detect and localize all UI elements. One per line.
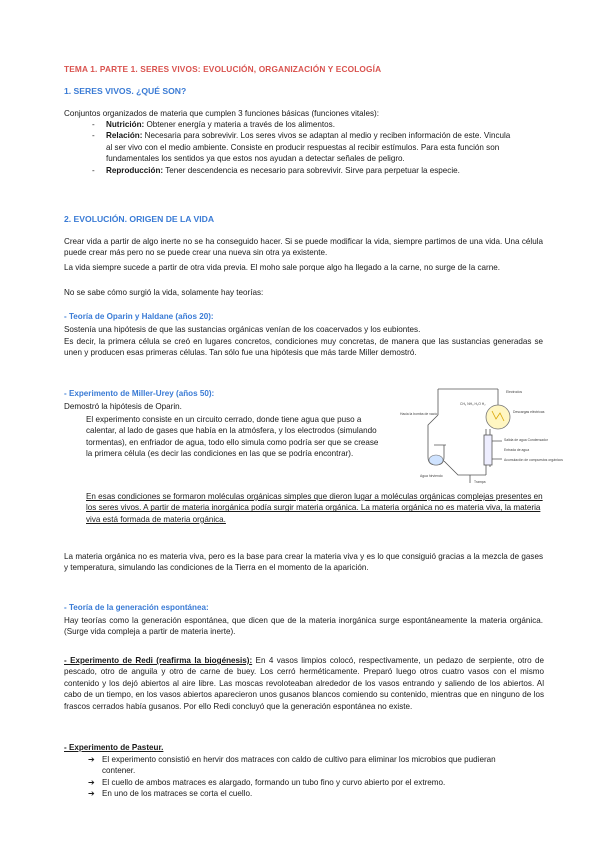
list-item: - Nutrición: Obtener energía y materia a través de los alimentos. <box>92 120 335 129</box>
label-entrada-agua: Entrada de agua <box>504 448 530 452</box>
arrow-right-icon: ➔ <box>88 755 95 764</box>
miller-title: - Experimento de Miller-Urey (años 50): <box>64 389 215 398</box>
list-item: ➔ En uno de los matraces se corta el cuello. <box>88 789 253 799</box>
section-1-heading: 1. SERES VIVOS. ¿QUÉ SON? <box>64 86 187 96</box>
list-item: - Reproducción: Tener descendencia es necesario para sobrevivir. Sirve para perpetuar la especie. <box>92 165 460 175</box>
arrow-right-icon: ➔ <box>88 789 95 799</box>
miller-line-1: Demostró la hipótesis de Oparin. <box>64 402 182 411</box>
miller-paragraph: El experimento consiste en un circuito cerrado, donde tiene agua que puso a calentar, al lado de gases que había en la atmósfera, y los electrodos (simulando tormentas), en enfriador de agua, todo ello simula como podría ser que se crease la primera célula (es decir las condiciones en las que se podría encontrar). <box>86 415 379 459</box>
miller-urey-diagram <box>398 385 563 485</box>
label-trampa: Trampa <box>474 480 486 484</box>
pasteur-list <box>88 754 528 800</box>
miller-after-paragraph: La materia orgánica no es materia viva, pero es la base para crear la materia viva y es lo que consiguió gracias a la mezcla de gases y temperatura, simulando las condiciones de la Tierra en el momento de la aparición. <box>64 552 543 573</box>
oparin-title: - Teoría de Oparin y Haldane (años 20): <box>64 312 214 321</box>
label-chispas: Descargas eléctricas <box>513 410 545 414</box>
section-2-paragraph-1: Crear vida a partir de algo inerte no se ha conseguido hacer. Si se puede modificar la vida, siempre partimos de una vida. Una célula puede crear más pero no se puede crear una nueva sin otra ya existente. <box>64 237 543 258</box>
label-salida-agua: Salida de agua Condensador <box>504 438 548 442</box>
espontanea-title: - Teoría de la generación espontánea: <box>64 603 209 612</box>
miller-urey-apparatus-svg <box>398 385 563 485</box>
espontanea-text: Hay teorías como la generación espontánea, que dicen que de la materia inorgánica surge espontáneamente la materia orgánica. (Surge vida compleja a partir de materia inerte). <box>64 616 543 637</box>
miller-conclusion-underlined: En esas condiciones se formaron moléculas orgánicas simples que dieron lugar a moléculas orgánicas complejas presentes en los seres vivos. A partir de materia inorgánica podía surgir materia orgánica. La materia orgánica no es materia viva, la materia viva está formada de materia orgánica. <box>86 492 543 524</box>
section-2-heading: 2. EVOLUCIÓN. ORIGEN DE LA VIDA <box>64 214 215 224</box>
list-item: ➔ El cuello de ambos matraces es alargado, formando un tubo fino y curvo abierto por el extremo. <box>88 777 446 787</box>
document-title: TEMA 1. PARTE 1. SERES VIVOS: EVOLUCIÓN, ORGANIZACIÓN Y ECOLOGÍA <box>64 64 382 74</box>
vital-functions-list <box>92 119 518 176</box>
pasteur-title: - Experimento de Pasteur. <box>64 743 164 752</box>
label-acumulacion: Acumulación de compuestos orgánicos <box>504 458 563 462</box>
label-agua-hirviendo: Agua hirviendo <box>420 474 443 478</box>
section-2-paragraph-2: La vida siempre sucede a partir de otra vida previa. El moho sale porque algo ha llegado a la carne, no surge de la carne. <box>64 263 500 272</box>
list-item: - Relación: Necesaria para sobrevivir. Los seres vivos se adaptan al medio y reciben información de este. Vincula al ser vivo con el medio ambiente. Consiste en producir respuestas al recibir estímulos. Para esta función son fundamentales los sentidos ya que estos nos ayudan a detectar señales de peligro. <box>92 131 511 164</box>
redi-paragraph: - Experimento de Redi (reafirma la biogénesis): En 4 vasos limpios colocó, respectivamente, un pedazo de serpiente, otro de pescado, otro de anguila y otro de carne de buey. Los cerró herméticamente. Preparó luego otros cuatro vasos con el mismo contenido y los dejó abiertos al aire libre. Las moscas revoloteaban alrededor de los vasos entrando y saliendo de los abiertos. Al cabo de un tiempo, en los vasos abiertos aparecieron unos gusanos blancos comiendo su contenido, mientras que en ninguno de los frascos cerrados había gusanos. Por ello Redi concluyó que la generación espontánea no existe. <box>64 656 544 711</box>
label-vacio: Hacia la bomba de vacío <box>400 412 438 416</box>
section-1-intro: Conjuntos organizados de materia que cumplen 3 funciones básicas (funciones vitales): <box>64 109 379 118</box>
label-electrodos: Electrodos <box>506 390 523 394</box>
oparin-paragraph-1: Sostenía una hipótesis de que las sustancias orgánicas venían de los coacervados y los eubiontes. <box>64 325 421 334</box>
arrow-right-icon: ➔ <box>88 777 95 787</box>
label-gases: CH₄ NH₃ H₂O H₂ <box>460 402 486 406</box>
section-2-paragraph-3: No se sabe cómo surgió la vida, solamente hay teorías: <box>64 288 264 297</box>
oparin-paragraph-2: Es decir, la primera célula se creó en lugares concretos, condiciones muy concretas, de manera que las sustancias generadas se unen y producen esas primeras células. Tan sólo fue una hipótesis que más tarde Miller demostró. <box>64 337 543 358</box>
list-item: ➔ El experimento consistió en hervir dos matraces con caldo de cultivo para eliminar los microbios que pudieran contener. <box>88 755 496 776</box>
